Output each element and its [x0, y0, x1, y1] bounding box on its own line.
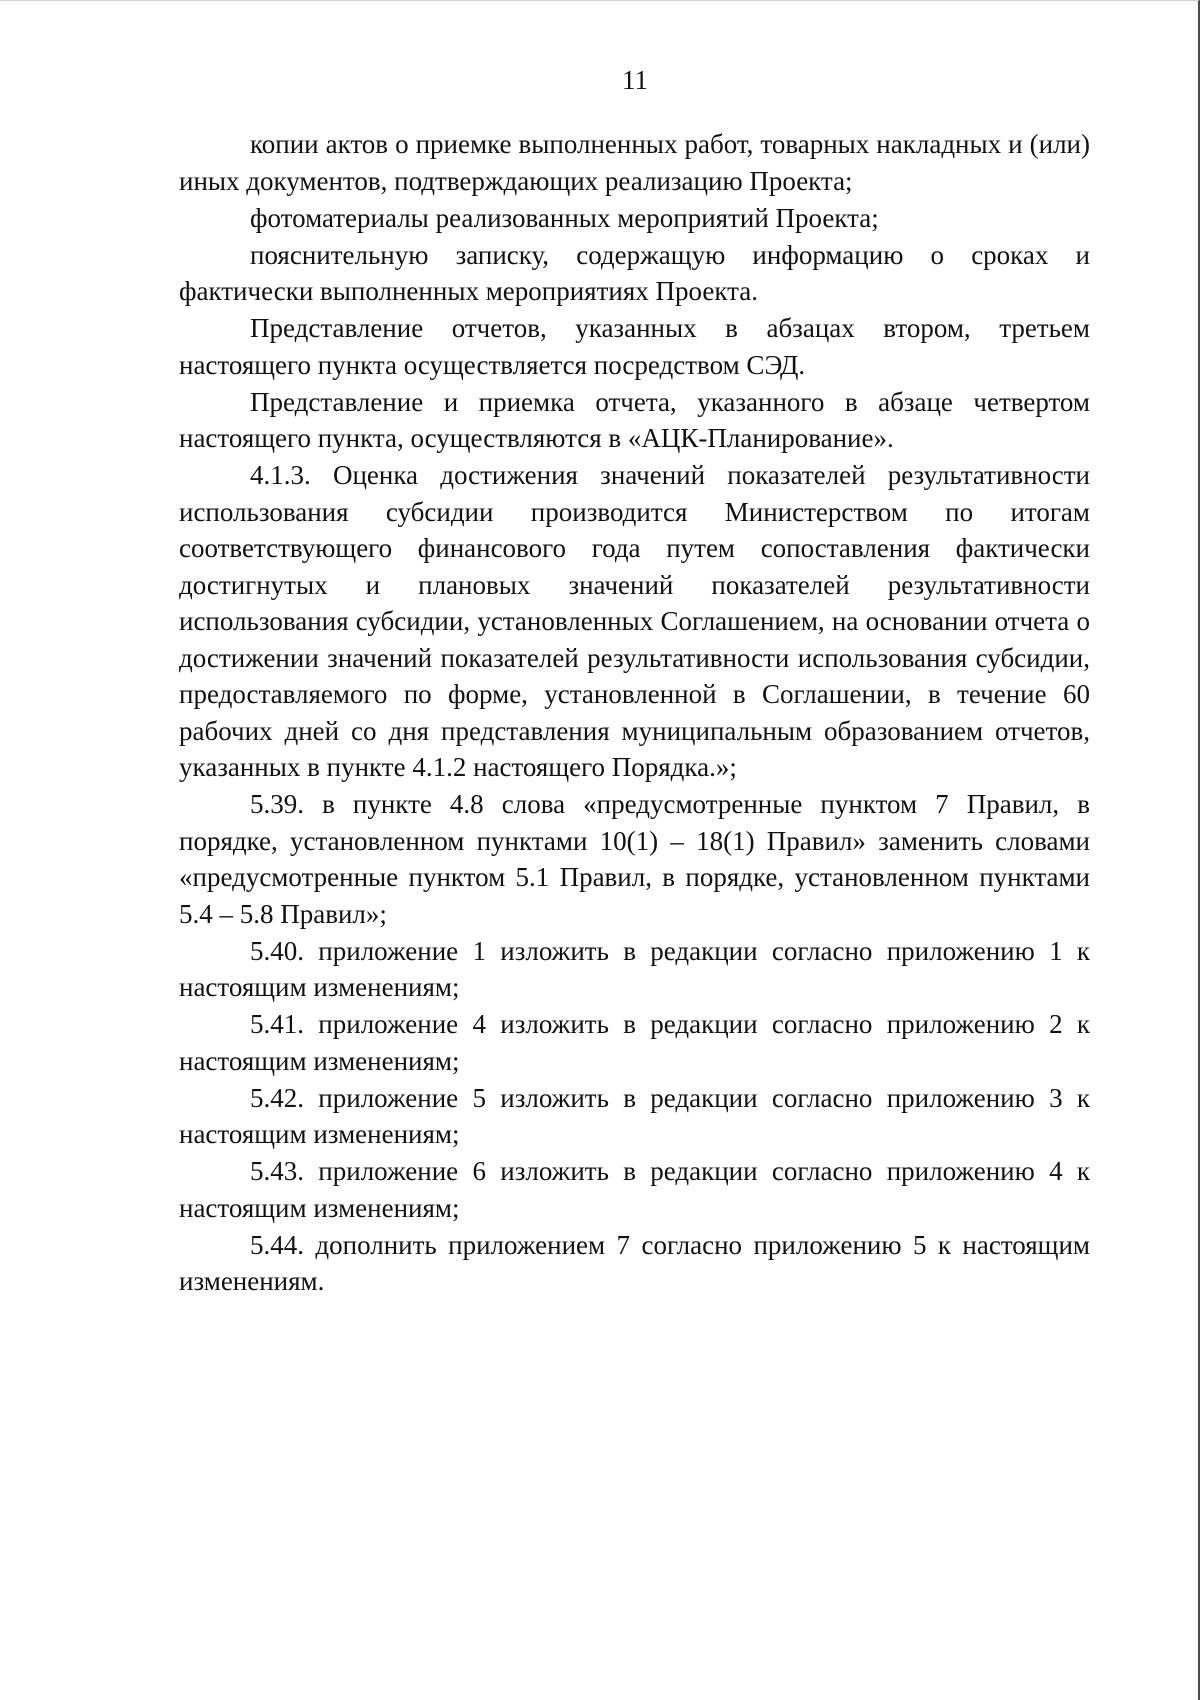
paragraph-4-1-3: 4.1.3. Оценка достижения значений показателей результативности использования субсидии производится Министерством по итогам соответствующего финансового года путем сопоставления фактически достигнутых и плановых значений показателей результативности использования субсидии, установленных Соглашением, на основании отчета о достижении значений показателей результативности использования субсидии, предоставляемого по форме, установленной в Соглашении, в течение 60 рабочих дней со дня представления муниципальным образованием отчетов, указанных в пункте 4.1.2 настоящего Порядка.»;: [179, 460, 1090, 782]
document-body: [179, 126, 1090, 1300]
paragraph-explanatory-note: пояснительную записку, содержащую информацию о сроках и фактически выполненных мероприятиях Проекта.: [179, 239, 1090, 306]
paragraph-5-41: 5.41. приложение 4 изложить в редакции согласно приложению 2 к настоящим изменениям;: [179, 1009, 1090, 1076]
paragraph-5-44: 5.44. дополнить приложением 7 согласно приложению 5 к настоящим изменениям.: [179, 1229, 1090, 1296]
page-number: 11: [622, 65, 648, 95]
paragraph-act-copies: копии актов о приемке выполненных работ, товарных накладных и (или) иных документов, подтверждающих реализацию Проекта;: [179, 129, 1090, 196]
paragraph-5-39: 5.39. в пункте 4.8 слова «предусмотренные пунктом 7 Правил, в порядке, установленном пунктами 10(1) – 18(1) Правил» заменить словами «предусмотренные пунктом 5.1 Правил, в порядке, установленном пунктами 5.4 – 5.8 Правил»;: [179, 789, 1090, 929]
paragraph-5-43: 5.43. приложение 6 изложить в редакции согласно приложению 4 к настоящим изменениям;: [179, 1156, 1090, 1223]
paragraph-5-40: 5.40. приложение 1 изложить в редакции согласно приложению 1 к настоящим изменениям;: [179, 935, 1090, 1002]
paragraph-5-42: 5.42. приложение 5 изложить в редакции согласно приложению 3 к настоящим изменениям;: [179, 1082, 1090, 1149]
paragraph-reports-submission: Представление отчетов, указанных в абзацах втором, третьем настоящего пункта осуществляется посредством СЭД.: [179, 313, 1090, 380]
paragraph-report-acceptance: Представление и приемка отчета, указанного в абзаце четвертом настоящего пункта, осуществляются в «АЦК-Планирование».: [179, 386, 1090, 453]
paragraph-photo-materials: фотоматериалы реализованных мероприятий Проекта;: [250, 202, 879, 233]
